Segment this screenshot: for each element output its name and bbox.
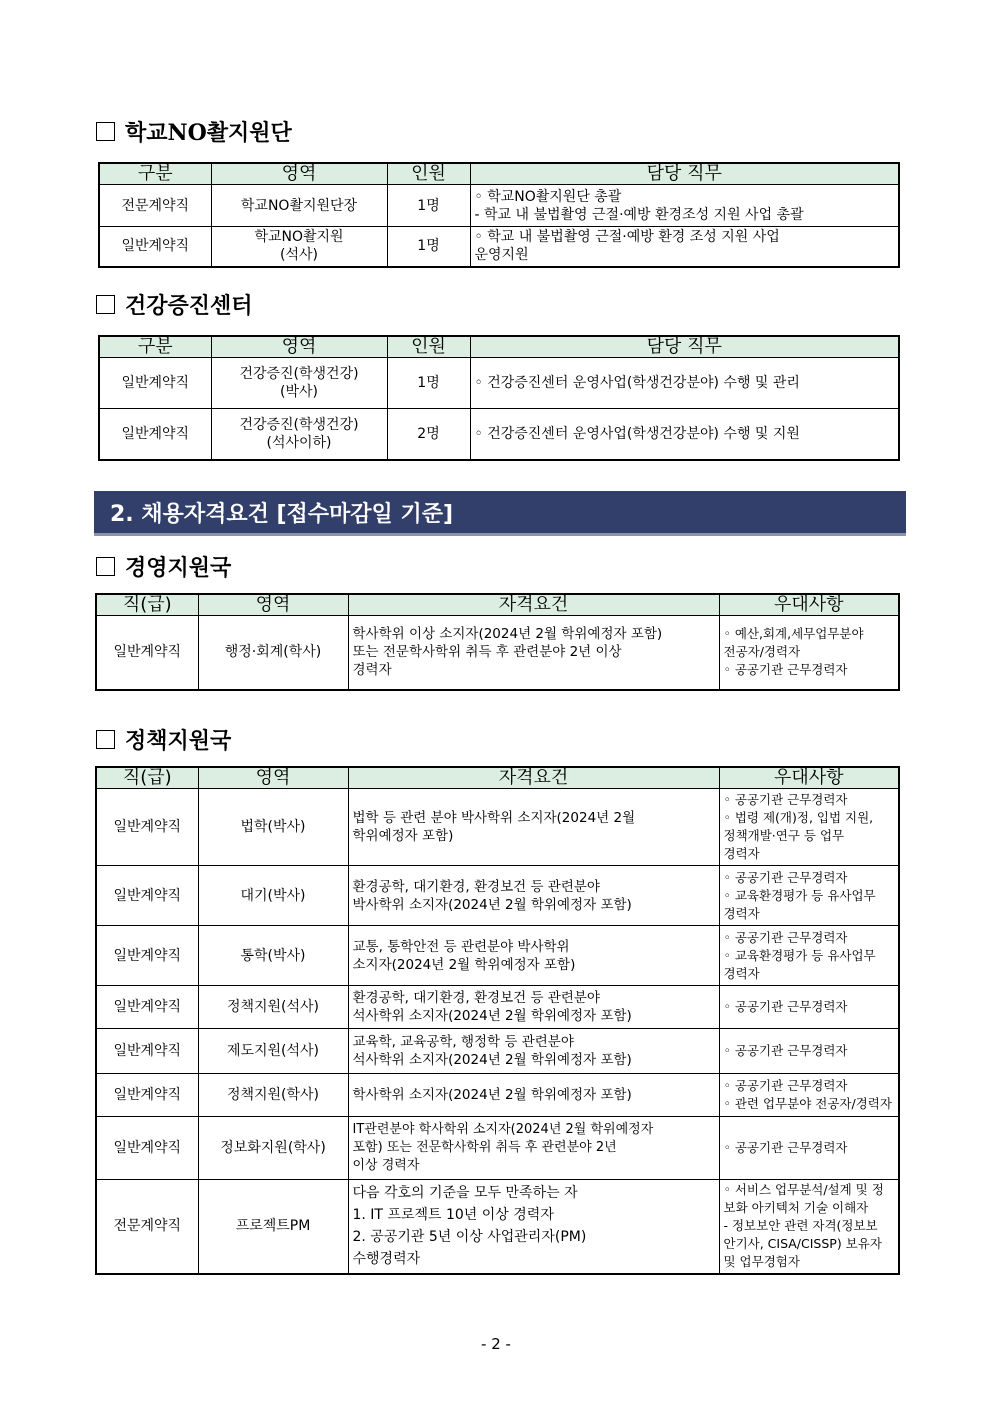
cell-count: 1명 [387,227,470,267]
cell-area: 법학(박사) [198,789,348,866]
table-row [96,986,899,1029]
table-row [99,409,899,460]
checkbox-square-icon [96,122,115,141]
cell-grade: 일반계약직 [96,789,198,866]
cell-grade: 일반계약직 [96,1117,198,1180]
col-header: 우대사항 [719,594,899,616]
cell-requirement: 교통, 통학안전 등 관련분야 박사학위 소지자(2024년 2월 학위예정자 포함) [348,926,719,986]
cell-requirement: 학사학위 이상 소지자(2024년 2월 학위예정자 포함) 또는 전문학사학위 취득 후 관련분야 2년 이상 경력자 [348,616,719,690]
col-header: 자격요건 [348,767,719,789]
cell-area: 통학(박사) [198,926,348,986]
section-title: 건강증진센터 [125,293,253,319]
table-policy-support [95,766,900,1275]
table-management-support [95,593,900,691]
table-header-row [99,336,899,358]
cell-preference: ◦ 공공기관 근무경력자 [719,986,899,1029]
table-header-row [99,163,899,185]
section-heading-school-no-chal [96,116,292,147]
cell-requirement: IT관련분야 학사학위 소지자(2024년 2월 학위예정자 포함) 또는 전문학사학위 취득 후 관련분야 2년 이상 경력자 [348,1117,719,1180]
cell-preference: ◦ 공공기관 근무경력자 [719,1029,899,1074]
table-row [96,1029,899,1074]
table-row [96,616,899,690]
table-row [99,185,899,227]
section-title: 학교NO촬지원단 [125,120,292,146]
cell-count: 2명 [387,409,470,460]
cell-area: 프로젝트PM [198,1180,348,1274]
cell-preference: ◦ 서비스 업무분석/설계 및 정 보화 아키텍처 기술 이해자 - 정보보안 관련 자격(정보보 안기사, CISA/CISSP) 보유자 및 업무경험자 [719,1180,899,1274]
cell-preference: ◦ 예산,회계,세무업무분야 전공자/경력자 ◦ 공공기관 근무경력자 [719,616,899,690]
cell-grade: 일반계약직 [96,926,198,986]
table-header-row [96,594,899,616]
cell-area: 행정·회계(학사) [198,616,348,690]
cell-grade: 일반계약직 [96,866,198,926]
cell-duty: ◦ 학교NO촬지원단 총괄 - 학교 내 불법촬영 근절·예방 환경조성 지원 사업 총괄 [470,185,899,227]
cell-area: 대기(박사) [198,866,348,926]
cell-requirement: 법학 등 관련 분야 박사학위 소지자(2024년 2월 학위예정자 포함) [348,789,719,866]
cell-grade: 전문계약직 [96,1180,198,1274]
col-header: 인원 [387,163,470,185]
col-header: 영역 [211,163,387,185]
cell-type: 일반계약직 [99,409,211,460]
table-row [96,789,899,866]
cell-preference: ◦ 공공기관 근무경력자 ◦ 법령 제(개)정, 입법 지원, 정책개발·연구 등 업무 경력자 [719,789,899,866]
col-header: 담당 직무 [470,336,899,358]
cell-area: 정보화지원(학사) [198,1117,348,1180]
table-row [96,926,899,986]
table-header-row [96,767,899,789]
checkbox-square-icon [96,730,115,749]
table-row [96,866,899,926]
section-heading-health-center [96,289,253,320]
cell-area: 제도지원(석사) [198,1029,348,1074]
cell-preference: ◦ 공공기관 근무경력자 ◦ 교육환경평가 등 유사업무 경력자 [719,926,899,986]
cell-type: 일반계약직 [99,358,211,409]
cell-area: 학교NO촬지원단장 [211,185,387,227]
table-row [96,1074,899,1117]
cell-grade: 일반계약직 [96,1029,198,1074]
section-heading-management-support [96,551,231,582]
cell-requirement: 환경공학, 대기환경, 환경보건 등 관련분야 석사학위 소지자(2024년 2월 학위예정자 포함) [348,986,719,1029]
section-banner: 2. 채용자격요건 [접수마감일 기준] [94,491,906,536]
col-header: 직(급) [96,767,198,789]
cell-grade: 일반계약직 [96,1074,198,1117]
cell-preference: ◦ 공공기관 근무경력자 ◦ 교육환경평가 등 유사업무 경력자 [719,866,899,926]
cell-requirement: 학사학위 소지자(2024년 2월 학위예정자 포함) [348,1074,719,1117]
col-header: 영역 [198,767,348,789]
col-header: 영역 [198,594,348,616]
cell-preference: ◦ 공공기관 근무경력자 ◦ 관련 업무분야 전공자/경력자 [719,1074,899,1117]
col-header: 구분 [99,163,211,185]
cell-requirement: 교육학, 교육공학, 행정학 등 관련분야 석사학위 소지자(2024년 2월 학위예정자 포함) [348,1029,719,1074]
col-header: 영역 [211,336,387,358]
col-header: 구분 [99,336,211,358]
section-heading-policy-support [96,724,231,755]
checkbox-square-icon [96,295,115,314]
cell-duty: ◦ 건강증진센터 운영사업(학생건강분야) 수행 및 지원 [470,409,899,460]
page-number: - 2 - [481,1335,511,1353]
table-health-center [98,335,900,461]
cell-count: 1명 [387,358,470,409]
table-row [99,227,899,267]
cell-type: 일반계약직 [99,227,211,267]
cell-area: 건강증진(학생건강) (박사) [211,358,387,409]
cell-requirement: 다음 각호의 기준을 모두 만족하는 자 1. IT 프로젝트 10년 이상 경력자 2. 공공기관 5년 이상 사업관리자(PM) 수행경력자 [348,1180,719,1274]
cell-type: 전문계약직 [99,185,211,227]
col-header: 직(급) [96,594,198,616]
section-title: 경영지원국 [125,555,232,581]
cell-area: 정책지원(학사) [198,1074,348,1117]
cell-grade: 일반계약직 [96,986,198,1029]
cell-duty: ◦ 건강증진센터 운영사업(학생건강분야) 수행 및 관리 [470,358,899,409]
cell-area: 건강증진(학생건강) (석사이하) [211,409,387,460]
col-header: 담당 직무 [470,163,899,185]
cell-count: 1명 [387,185,470,227]
table-row [96,1117,899,1180]
checkbox-square-icon [96,557,115,576]
table-school-no-chal [98,162,900,268]
col-header: 우대사항 [719,767,899,789]
col-header: 인원 [387,336,470,358]
cell-area: 학교NO촬지원 (석사) [211,227,387,267]
section-title: 정책지원국 [125,728,232,754]
cell-preference: ◦ 공공기관 근무경력자 [719,1117,899,1180]
cell-requirement: 환경공학, 대기환경, 환경보건 등 관련분야 박사학위 소지자(2024년 2월 학위예정자 포함) [348,866,719,926]
cell-duty: ◦ 학교 내 불법촬영 근절·예방 환경 조성 지원 사업 운영지원 [470,227,899,267]
cell-area: 정책지원(석사) [198,986,348,1029]
cell-grade: 일반계약직 [96,616,198,690]
table-row [99,358,899,409]
col-header: 자격요건 [348,594,719,616]
table-row [96,1180,899,1274]
